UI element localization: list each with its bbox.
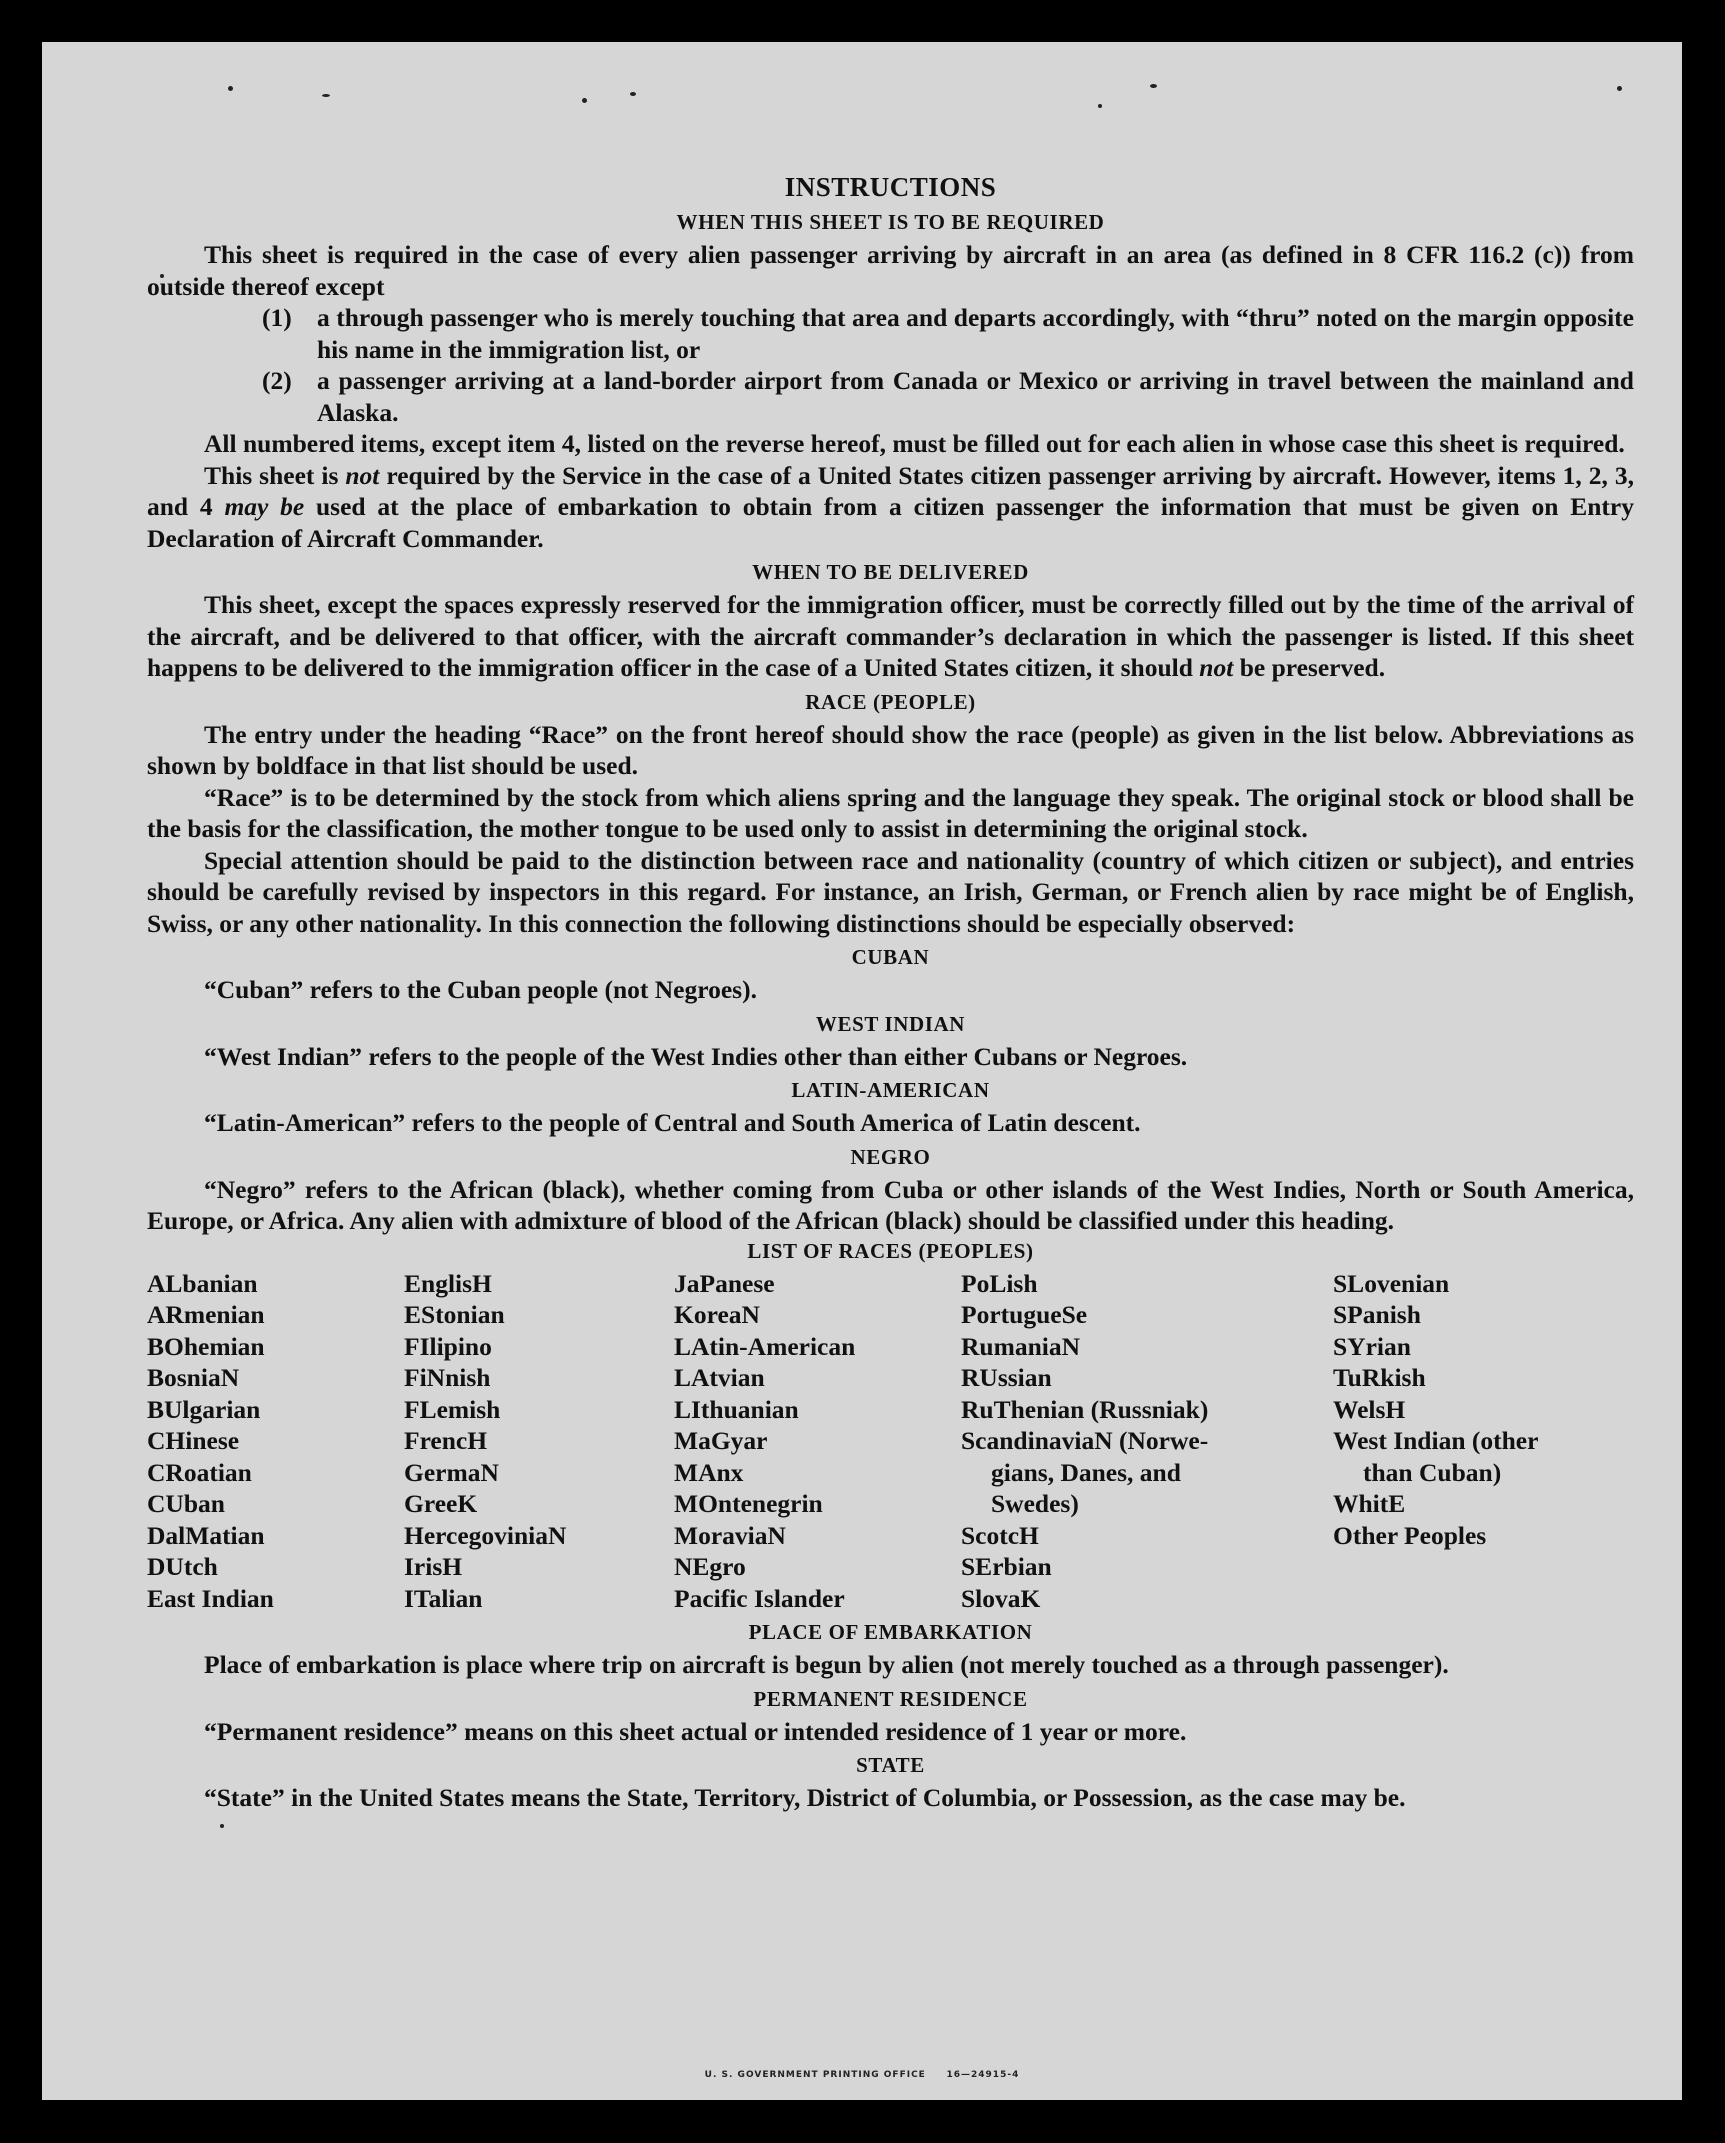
required-paragraph-2: All numbered items, except item 4, listed on the reverse hereof, must be filled out for each alien in whose case this sheet is required. xyxy=(204,429,1625,458)
races-column-4 xyxy=(961,1268,1333,1615)
exception-item xyxy=(262,365,1634,428)
race-entry: FIlipino xyxy=(404,1331,492,1361)
race-entry: East Indian xyxy=(147,1583,274,1613)
race-entry: Other Peoples xyxy=(1333,1520,1487,1550)
section-heading-residence: PERMANENT RESIDENCE xyxy=(753,1686,1028,1711)
race-entry: PortugueSe xyxy=(961,1300,1088,1329)
page-title: INSTRUCTIONS xyxy=(784,172,997,202)
exception-list xyxy=(262,302,1634,428)
section-heading-negro: NEGRO xyxy=(850,1144,931,1169)
text-run: required by the Service in the case of a United States citizen passenger arriving by aircraft. However, items 1, 2, 3, and 4 xyxy=(147,460,1634,521)
race-entry: WelsH xyxy=(1333,1394,1406,1424)
section-heading-required: WHEN THIS SHEET IS TO BE REQUIRED xyxy=(676,210,1105,234)
instructions-body xyxy=(147,170,1634,1814)
race-entry: BosniaN xyxy=(147,1363,240,1392)
printer-imprint: U. S. GOVERNMENT PRINTING OFFICE 16—24915-4 xyxy=(704,2070,1020,2080)
race-paragraph-1: The entry under the heading “Race” on the front hereof should show the race (people) as given in the list below. Abbreviations as shown by boldface in that list should be used. xyxy=(147,719,1634,780)
races-column-5 xyxy=(1333,1268,1593,1615)
latin-american-definition: “Latin-American” refers to the people of Central and South America of Latin descent. xyxy=(204,1108,1141,1137)
race-entry: SPanish xyxy=(1333,1300,1421,1329)
text-run: This sheet is xyxy=(204,460,346,490)
race-entry: TuRkish xyxy=(1333,1363,1426,1392)
section-heading-latin-american: LATIN-AMERICAN xyxy=(791,1078,990,1102)
race-entry: MaGyar xyxy=(674,1426,768,1455)
emphasis-not: not xyxy=(345,460,380,490)
race-entry: MAnx xyxy=(674,1457,744,1487)
speck-mark xyxy=(630,92,636,96)
speck-mark xyxy=(1150,84,1157,88)
cuban-definition: “Cuban” refers to the Cuban people (not Negroes). xyxy=(204,975,757,1004)
race-entry: ALbanian xyxy=(147,1268,258,1298)
race-entry: CRoatian xyxy=(147,1457,252,1487)
speck-mark xyxy=(228,86,233,91)
race-entry: ScotcH xyxy=(961,1520,1039,1550)
race-entry: SYrian xyxy=(1333,1331,1411,1361)
race-entry: HercegoviniaN xyxy=(404,1520,567,1550)
embarkation-definition: Place of embarkation is place where trip on aircraft is begun by alien (not merely touched as a through passenger). xyxy=(204,1650,1449,1679)
race-entry: Pacific Islander xyxy=(674,1583,845,1613)
exception-item xyxy=(262,302,1634,365)
race-paragraph-3: Special attention should be paid to the distinction between race and nationality (country of which citizen or subject), and entries should be carefully revised by inspectors in this regard. For instance, an Irish, German, or French alien by race might be of English, Swiss, or any other nationality. In this connection the following distinctions should be especially observed: xyxy=(147,845,1634,938)
race-entry: KoreaN xyxy=(674,1300,760,1329)
races-column-2 xyxy=(404,1268,674,1615)
race-entry: MOntenegrin xyxy=(674,1489,823,1518)
required-intro: This sheet is required in the case of every alien passenger arriving by aircraft in an area (as defined in 8 CFR 116.2 (c)) from outside thereof except xyxy=(147,240,1634,301)
state-definition: “State” in the United States means the State, Territory, District of Columbia, or Possession, as the case may be. xyxy=(204,1783,1406,1812)
section-heading-state: STATE xyxy=(856,1753,925,1777)
race-entry: FiNnish xyxy=(404,1363,491,1392)
race-entry: DalMatian xyxy=(147,1520,265,1550)
emphasis-not: not xyxy=(1199,653,1234,682)
residence-definition: “Permanent residence” means on this sheet actual or intended residence of 1 year or more. xyxy=(204,1716,1187,1746)
race-entry-continuation: than Cuban) xyxy=(1363,1457,1502,1487)
section-heading-west-indian: WEST INDIAN xyxy=(815,1011,966,1036)
race-entry: ITalian xyxy=(404,1583,483,1613)
race-entry: NEgro xyxy=(674,1552,746,1581)
section-heading-embarkation: PLACE OF EMBARKATION xyxy=(748,1620,1033,1644)
race-entry: WhitE xyxy=(1333,1489,1406,1518)
section-heading-races-list: LIST OF RACES (PEOPLES) xyxy=(747,1238,1034,1263)
text-run: This sheet, except the spaces expressly reserved for the immigration officer, must be correctly filled out by the time of the arrival of the aircraft, and be delivered to that officer, with the aircraft commander’s declaration in which the passenger is listed. If this sheet happens to be delivered to the immigration officer in the case of a United States citizen, it should xyxy=(147,590,1634,682)
race-entry: GreeK xyxy=(404,1489,478,1518)
negro-definition: “Negro” refers to the African (black), whether coming from Cuba or other islands of the West Indies, North or South America, Europe, or Africa. Any alien with admixture of blood of the African (black) should be classified under this heading. xyxy=(147,1174,1634,1235)
race-entry: BUlgarian xyxy=(147,1394,261,1424)
race-entry-continuation: gians, Danes, and xyxy=(991,1457,1181,1487)
exception-number: (1) xyxy=(262,303,292,332)
speck-mark xyxy=(1098,104,1102,108)
race-entry: RumaniaN xyxy=(961,1331,1081,1361)
race-entry: ScandinaviaN (Norwe- xyxy=(961,1426,1209,1455)
race-entry: IrisH xyxy=(404,1552,463,1581)
race-paragraph-2: “Race” is to be determined by the stock from which aliens spring and the language they speak. The original stock or blood shall be the basis for the classification, the mother tongue to be used only to assist in determining the original stock. xyxy=(147,782,1634,843)
race-entry: SErbian xyxy=(961,1552,1052,1581)
exception-text: a passenger arriving at a land-border airport from Canada or Mexico or arriving in travel between the mainland and Alaska. xyxy=(317,366,1634,427)
speck-mark xyxy=(220,1824,224,1828)
race-entry: RuThenian (Russniak) xyxy=(961,1394,1209,1424)
race-entry: EnglisH xyxy=(404,1268,492,1298)
race-entry: CUban xyxy=(147,1489,225,1518)
race-entry: FrencH xyxy=(404,1426,488,1455)
races-column-1 xyxy=(147,1268,404,1615)
text-run: used at the place of embarkation to obtain from a citizen passenger the information that must be given on Entry Declaration of Aircraft Commander. xyxy=(147,492,1634,553)
race-entry: RUssian xyxy=(961,1363,1052,1392)
section-heading-race: RACE (PEOPLE) xyxy=(805,689,976,714)
race-entry: LAtvian xyxy=(674,1363,765,1392)
race-entry: MoraviaN xyxy=(674,1520,786,1550)
race-entry: JaPanese xyxy=(674,1268,775,1298)
race-entry-continuation: Swedes) xyxy=(991,1489,1079,1518)
race-entry: LAtin-American xyxy=(674,1331,856,1361)
document-page xyxy=(42,42,1682,2100)
race-entry: SLovenian xyxy=(1333,1268,1450,1298)
race-entry: LIthuanian xyxy=(674,1394,799,1424)
emphasis-may-be: may be xyxy=(224,492,305,521)
west-indian-definition: “West Indian” refers to the people of the West Indies other than either Cubans or Negroes. xyxy=(204,1041,1188,1071)
required-paragraph-3 xyxy=(147,460,1634,555)
delivered-paragraph xyxy=(147,589,1634,684)
race-entry: West Indian (other xyxy=(1333,1426,1539,1455)
races-column-3 xyxy=(674,1268,961,1615)
race-entry: BOhemian xyxy=(147,1331,265,1361)
races-list xyxy=(147,1268,1634,1615)
speck-mark xyxy=(322,94,330,97)
section-heading-delivered: WHEN TO BE DELIVERED xyxy=(752,560,1029,584)
section-heading-cuban: CUBAN xyxy=(851,945,930,969)
speck-mark xyxy=(582,98,587,103)
exception-number: (2) xyxy=(262,366,292,395)
exception-text: a through passenger who is merely touching that area and departs accordingly, with “thru” noted on the margin opposite his name in the immigration list, or xyxy=(317,303,1634,364)
race-entry: ARmenian xyxy=(147,1300,265,1329)
race-entry: FLemish xyxy=(404,1394,501,1424)
race-entry: PoLish xyxy=(961,1268,1038,1298)
race-entry: SlovaK xyxy=(961,1583,1041,1613)
speck-mark xyxy=(1617,86,1622,91)
race-entry: CHinese xyxy=(147,1426,240,1455)
race-entry: DUtch xyxy=(147,1552,218,1581)
text-run: be preserved. xyxy=(1233,653,1386,682)
race-entry: EStonian xyxy=(404,1300,505,1329)
race-entry: GermaN xyxy=(404,1457,499,1487)
